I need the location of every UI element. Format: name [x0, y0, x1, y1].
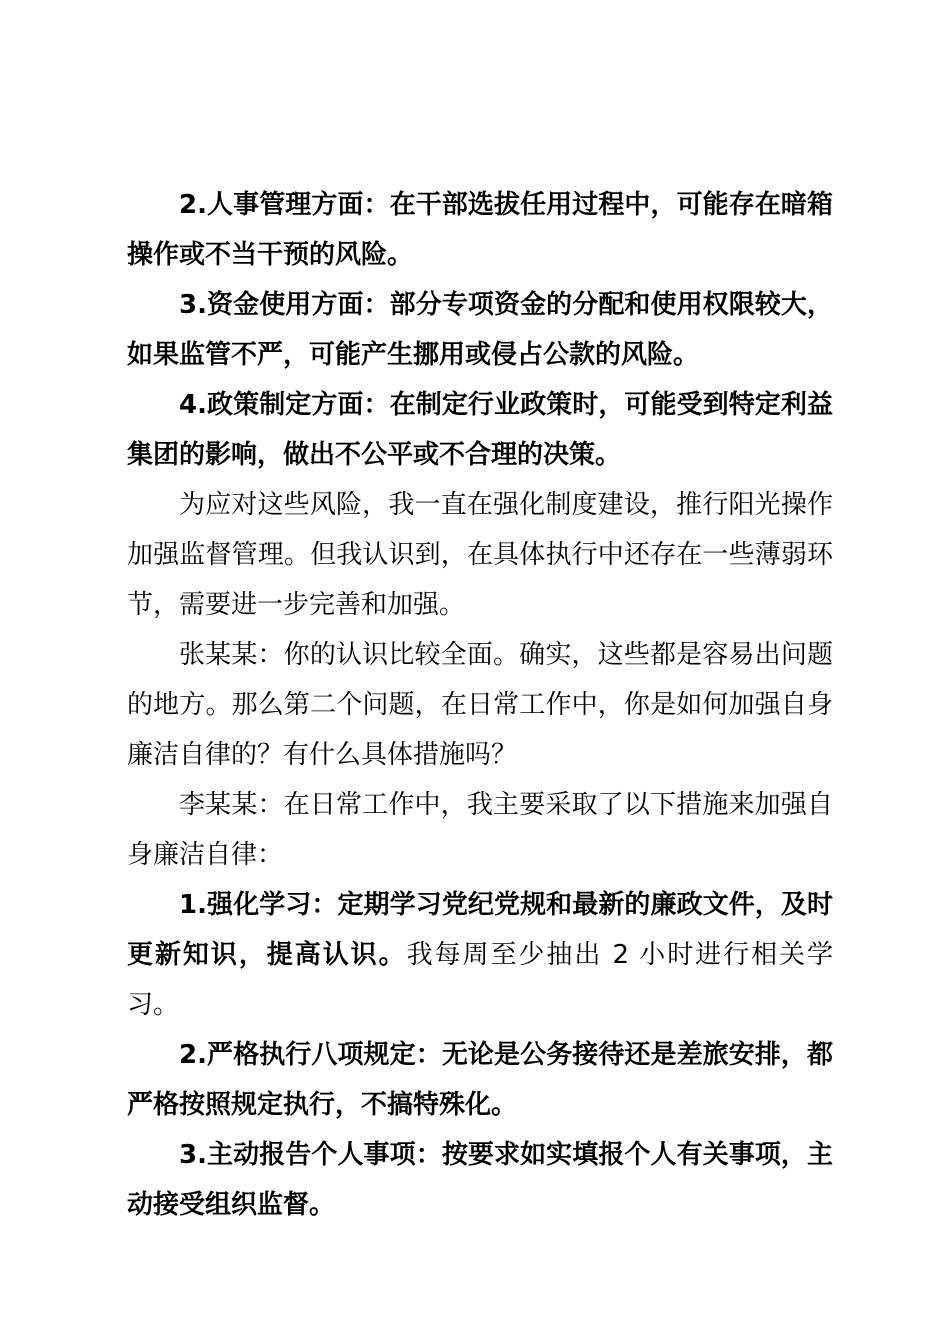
paragraph-bold-text: 1.强化学习：定期学习党纪党规和最新的廉政文件，及时更新知识，提高认识。 [127, 890, 833, 970]
paragraph [127, 1030, 833, 1130]
paragraph [127, 630, 833, 780]
paragraph [127, 1130, 833, 1230]
paragraph-bold-text: 2.严格执行八项规定：无论是公务接待还是差旅安排，都严格按照规定执行，不搞特殊化。 [127, 1040, 833, 1120]
paragraph [127, 380, 833, 480]
paragraph [127, 280, 833, 380]
paragraph-bold-text: 4.政策制定方面：在制定行业政策时，可能受到特定利益集团的影响，做出不公平或不合理的决策。 [127, 390, 833, 470]
paragraph-bold-text: 2.人事管理方面：在干部选拔任用过程中，可能存在暗箱操作或不当干预的风险。 [127, 190, 833, 270]
paragraph [127, 780, 833, 880]
paragraph-text: 为应对这些风险，我一直在强化制度建设，推行阳光操作加强监督管理。但我认识到，在具体执行中还存在一些薄弱环节，需要进一步完善和加强。 [127, 490, 833, 620]
paragraph-text: 李某某：在日常工作中，我主要采取了以下措施来加强自身廉洁自律： [127, 790, 833, 870]
paragraph-text: 张某某：你的认识比较全面。确实，这些都是容易出问题的地方。那么第二个问题，在日常工作中，你是如何加强自身廉洁自律的？有什么具体措施吗？ [127, 640, 833, 770]
paragraph [127, 880, 833, 1030]
paragraph-bold-text: 3.主动报告个人事项：按要求如实填报个人有关事项，主动接受组织监督。 [127, 1140, 833, 1220]
paragraph [127, 180, 833, 280]
paragraph-bold-text: 3.资金使用方面：部分专项资金的分配和使用权限较大，如果监管不严，可能产生挪用或侵占公款的风险。 [127, 290, 833, 370]
paragraph [127, 480, 833, 630]
document-body [127, 180, 833, 1230]
paragraph-text: 我每周至少抽出 2 小时进行相关学习。 [127, 940, 833, 1020]
